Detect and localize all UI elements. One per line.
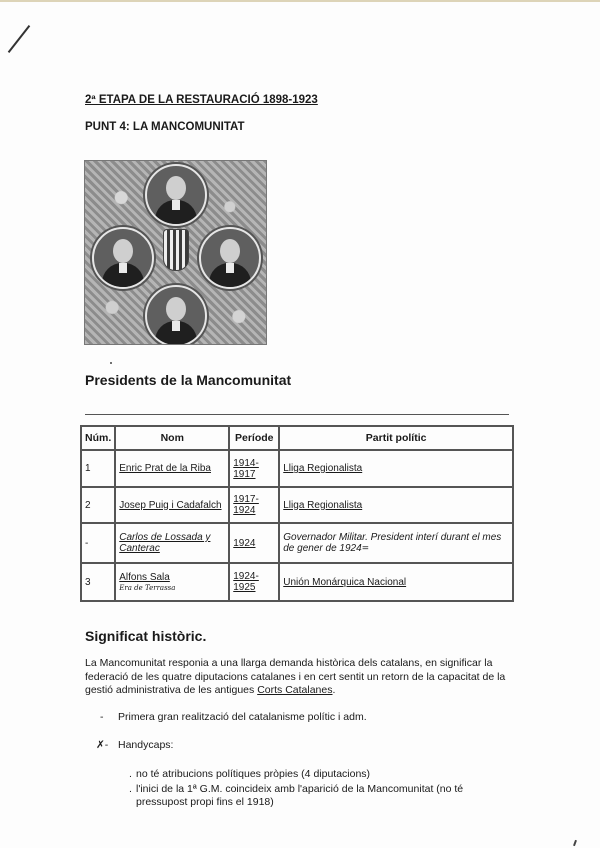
- table-row: [81, 450, 513, 487]
- cell-num: 3: [81, 563, 115, 601]
- periode-end: 1925: [233, 582, 256, 593]
- cell-partit: Lliga Regionalista: [279, 450, 513, 487]
- subpoint-marker: .: [129, 783, 132, 795]
- partit-text: Governador Militar. President interí durant el mes de gener de 1924: [283, 532, 502, 554]
- cell-partit: [279, 523, 513, 563]
- presidents-title: Presidents de la Mancomunitat: [85, 372, 292, 388]
- heading-etapa: 2ª ETAPA DE LA RESTAURACIÓ 1898-1923: [85, 94, 318, 106]
- subpoint-item: [129, 768, 371, 781]
- nom-line-2: Canterac: [119, 543, 160, 554]
- stray-mark: [110, 362, 112, 364]
- scan-edge: [0, 0, 600, 2]
- portrait-medallion: [199, 227, 261, 289]
- bullet-text: Handycaps:: [118, 739, 174, 751]
- stray-mark: [573, 840, 577, 846]
- presidents-photo: [84, 160, 267, 345]
- paragraph-end: .: [332, 684, 336, 696]
- significat-paragraph: [85, 657, 515, 698]
- cell-nom: Josep Puig i Cadafalch: [115, 487, 229, 523]
- pen-mark: [8, 25, 31, 53]
- heading-punt: PUNT 4: LA MANCOMUNITAT: [85, 121, 245, 133]
- cell-nom: [115, 523, 229, 563]
- col-header-num: Núm.: [81, 426, 115, 450]
- coat-of-arms: [163, 229, 189, 271]
- bullet-text: Primera gran realització del catalanisme polític i adm.: [118, 711, 367, 723]
- table-row: [81, 563, 513, 601]
- periode-start: 1924-: [233, 571, 259, 582]
- cell-nom: Enric Prat de la Riba: [115, 450, 229, 487]
- col-header-partit: Partit polític: [279, 426, 513, 450]
- handwritten-mark: =: [361, 544, 370, 554]
- periode-end: 1924: [233, 505, 256, 516]
- portrait-medallion: [92, 227, 154, 289]
- cell-num: 2: [81, 487, 115, 523]
- subpoint-text: no té atribucions polítiques pròpies (4 diputacions): [136, 768, 371, 780]
- bullet-marker: -: [100, 711, 104, 723]
- bullet-item: [96, 739, 174, 751]
- cell-num: 1: [81, 450, 115, 487]
- cell-nom: [115, 563, 229, 601]
- table-row: [81, 487, 513, 523]
- table-row: [81, 523, 513, 563]
- handwritten-note: Era de Terrassa: [119, 584, 176, 592]
- table-header-row: [81, 426, 513, 450]
- portrait-medallion: [145, 285, 207, 345]
- periode-start: 1914-: [233, 457, 259, 469]
- divider: [85, 414, 509, 415]
- periode-end: 1917: [233, 468, 256, 480]
- cell-periode: [229, 487, 279, 523]
- col-header-nom: Nom: [115, 426, 229, 450]
- col-header-periode: Període: [229, 426, 279, 450]
- cell-partit: Lliga Regionalista: [279, 487, 513, 523]
- cell-partit: Unión Monárquica Nacional: [279, 563, 513, 601]
- cell-periode: [229, 450, 279, 487]
- bullet-item: [100, 711, 367, 723]
- cell-num: -: [81, 523, 115, 563]
- presidents-table: [80, 425, 514, 602]
- cell-periode: [229, 563, 279, 601]
- subpoint-marker: .: [129, 768, 132, 780]
- subpoint-text: l'inici de la 1ª G.M. coincideix amb l'aparició de la Mancomunitat (no té pressupost propi fins el 1918): [136, 783, 464, 808]
- nom-line-1: Carlos de Lossada y: [119, 532, 211, 543]
- portrait-medallion: [145, 164, 207, 226]
- bullet-marker: ✗-: [96, 739, 109, 751]
- subpoint-item: [129, 783, 476, 808]
- significat-title: Significat històric.: [85, 628, 207, 644]
- nom-text: Alfons Sala: [119, 572, 170, 583]
- cell-periode: 1924: [229, 523, 279, 563]
- corts-catalanes-text: Corts Catalanes: [257, 684, 333, 696]
- paragraph-text: La Mancomunitat responia a una llarga demanda històrica dels catalans, en significar la federació de les quatre diputacions catalanes i en cert sentit un retorn de la capacitat de la gestió administrativa de les antigues: [85, 657, 506, 696]
- periode-start: 1917-: [233, 494, 259, 505]
